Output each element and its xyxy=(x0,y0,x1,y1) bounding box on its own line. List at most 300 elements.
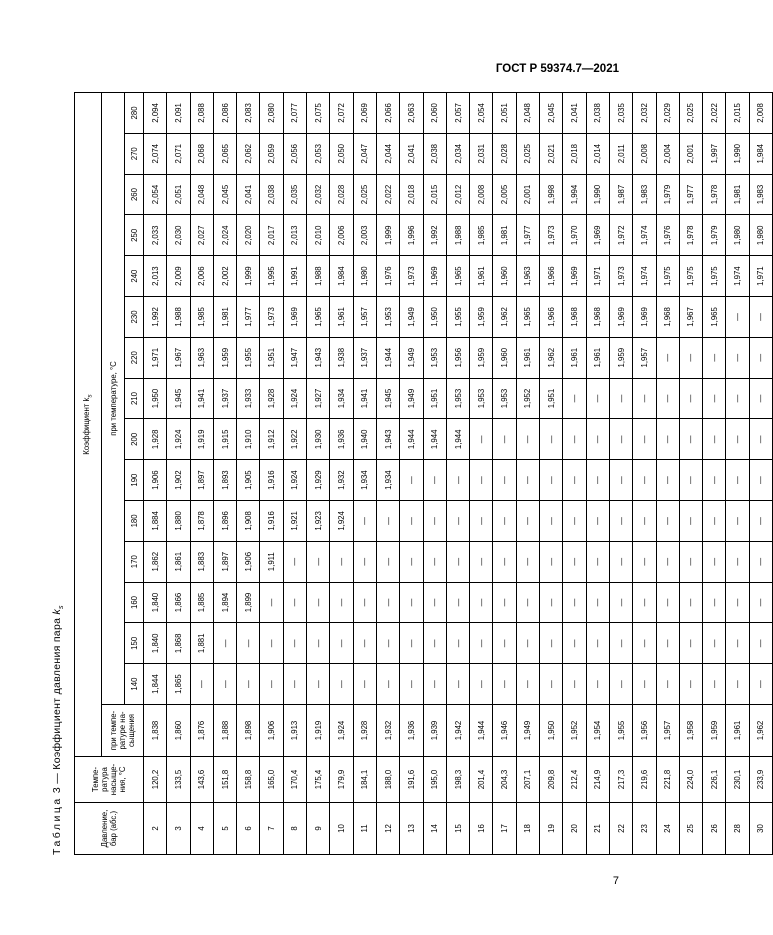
coef-cell: 2,001 xyxy=(679,133,702,174)
temp-header-cell: 200 xyxy=(125,419,144,460)
coef-cell: 2,045 xyxy=(213,174,236,215)
coef-cell: — xyxy=(609,541,632,582)
coef-cell: 1,930 xyxy=(307,419,330,460)
saturation-temp-cell: 184,1 xyxy=(353,757,376,803)
coef-cell: 2,033 xyxy=(144,215,167,256)
coef-cell: 2,006 xyxy=(330,215,353,256)
coef-cell: 1,961 xyxy=(330,297,353,338)
coef-cell: — xyxy=(446,460,469,501)
coef-cell: 2,034 xyxy=(446,133,469,174)
coef-cell: — xyxy=(586,460,609,501)
coef-cell: — xyxy=(586,419,609,460)
coef-cell: 1,934 xyxy=(330,378,353,419)
coef-cell: — xyxy=(726,419,749,460)
coef-cell: 1,996 xyxy=(400,215,423,256)
coef-cell: 1,972 xyxy=(609,215,632,256)
coef-cell: — xyxy=(470,501,493,542)
table-row xyxy=(726,93,749,855)
coef-cell: 1,983 xyxy=(749,174,772,215)
coef-cell: 2,035 xyxy=(609,93,632,134)
coef-cell: 1,919 xyxy=(190,419,213,460)
coef-cell: — xyxy=(656,460,679,501)
coef-cell: 1,965 xyxy=(307,297,330,338)
coef-cell: 1,978 xyxy=(679,215,702,256)
saturation-coef-cell: 1,924 xyxy=(330,705,353,757)
table-row xyxy=(516,93,539,855)
pressure-cell: 3 xyxy=(167,803,190,855)
coef-cell: 1,969 xyxy=(563,256,586,297)
coef-cell: 1,924 xyxy=(283,460,306,501)
table-row xyxy=(656,93,679,855)
saturation-coef-cell: 1,860 xyxy=(167,705,190,757)
coef-cell: 1,961 xyxy=(563,337,586,378)
coef-cell: — xyxy=(493,664,516,705)
coef-cell: 2,020 xyxy=(237,215,260,256)
coef-cell: 1,927 xyxy=(307,378,330,419)
caption-symbol: $k_s$ xyxy=(51,605,66,615)
coef-cell: 1,973 xyxy=(609,256,632,297)
coef-cell: — xyxy=(679,337,702,378)
coef-cell: 1,962 xyxy=(540,337,563,378)
coef-cell: 2,028 xyxy=(493,133,516,174)
table-row xyxy=(703,93,726,855)
coef-cell: 1,950 xyxy=(423,297,446,338)
coef-cell: 1,934 xyxy=(353,460,376,501)
coef-cell: — xyxy=(679,460,702,501)
coef-cell: 1,961 xyxy=(516,337,539,378)
coef-cell: — xyxy=(470,419,493,460)
coef-cell: — xyxy=(260,582,283,623)
coef-cell: — xyxy=(423,664,446,705)
coef-cell: 1,883 xyxy=(190,541,213,582)
coef-cell: 2,006 xyxy=(190,256,213,297)
coef-cell: 1,951 xyxy=(423,378,446,419)
coef-cell: — xyxy=(353,623,376,664)
coef-cell: — xyxy=(353,664,376,705)
coef-cell: 1,844 xyxy=(144,664,167,705)
coef-cell: 2,014 xyxy=(586,133,609,174)
coef-cell: 1,862 xyxy=(144,541,167,582)
coef-cell: 1,980 xyxy=(749,215,772,256)
coef-cell: — xyxy=(726,297,749,338)
coef-cell: 1,915 xyxy=(213,419,236,460)
coef-cell: 1,957 xyxy=(633,337,656,378)
saturation-coef-cell: 1,961 xyxy=(726,705,749,757)
table-row xyxy=(609,93,632,855)
coef-cell: 1,992 xyxy=(144,297,167,338)
coef-cell: — xyxy=(376,541,399,582)
coef-cell: — xyxy=(307,664,330,705)
coef-cell: 2,024 xyxy=(213,215,236,256)
temp-header-cell: 170 xyxy=(125,541,144,582)
coef-cell: 1,963 xyxy=(190,337,213,378)
coef-cell: 1,922 xyxy=(283,419,306,460)
header-at-temperature: при температуре, °C xyxy=(102,93,125,705)
pressure-cell: 16 xyxy=(470,803,493,855)
coef-cell: — xyxy=(609,501,632,542)
saturation-coef-cell: 1,906 xyxy=(260,705,283,757)
coef-cell: — xyxy=(540,664,563,705)
header-pressure: Давление, бар (абс.) xyxy=(75,803,144,855)
pressure-cell: 2 xyxy=(144,803,167,855)
saturation-coef-cell: 1,959 xyxy=(703,705,726,757)
coef-cell: 1,902 xyxy=(167,460,190,501)
coef-cell: — xyxy=(679,378,702,419)
table-row xyxy=(144,93,167,855)
coef-cell: 1,893 xyxy=(213,460,236,501)
coef-cell: — xyxy=(633,582,656,623)
coef-cell: 2,050 xyxy=(330,133,353,174)
coef-cell: 1,944 xyxy=(446,419,469,460)
coef-cell: 1,992 xyxy=(423,215,446,256)
coef-cell: 1,991 xyxy=(283,256,306,297)
coef-cell: 1,924 xyxy=(283,378,306,419)
vapor-pressure-coefficient-table xyxy=(74,92,773,855)
coef-cell: 2,060 xyxy=(423,93,446,134)
coef-cell: — xyxy=(493,623,516,664)
coef-cell: — xyxy=(726,378,749,419)
coef-cell: 2,074 xyxy=(144,133,167,174)
coef-cell: — xyxy=(307,541,330,582)
coef-cell: 2,009 xyxy=(167,256,190,297)
coef-cell: 1,945 xyxy=(376,378,399,419)
saturation-temp-cell: 133,5 xyxy=(167,757,190,803)
coef-cell: — xyxy=(586,664,609,705)
coef-cell: 1,968 xyxy=(563,297,586,338)
table-row xyxy=(283,93,306,855)
coef-cell: — xyxy=(470,623,493,664)
coef-cell: — xyxy=(726,337,749,378)
coef-cell: — xyxy=(423,582,446,623)
coef-cell: 1,969 xyxy=(609,297,632,338)
coef-cell: 2,018 xyxy=(563,133,586,174)
coef-cell: 2,011 xyxy=(609,133,632,174)
coef-cell: — xyxy=(283,541,306,582)
coef-cell: 2,022 xyxy=(703,93,726,134)
pressure-cell: 21 xyxy=(586,803,609,855)
table-row xyxy=(167,93,190,855)
coef-cell: 1,973 xyxy=(400,256,423,297)
coef-cell: — xyxy=(656,582,679,623)
coef-cell: 1,953 xyxy=(423,337,446,378)
coef-cell: 2,038 xyxy=(586,93,609,134)
coef-cell: 1,897 xyxy=(213,541,236,582)
saturation-temp-cell: 158,8 xyxy=(237,757,260,803)
saturation-temp-cell: 233,9 xyxy=(749,757,772,803)
coef-cell: 2,045 xyxy=(540,93,563,134)
coef-cell: 1,984 xyxy=(330,256,353,297)
coef-cell: — xyxy=(563,419,586,460)
table-row xyxy=(260,93,283,855)
pressure-cell: 30 xyxy=(749,803,772,855)
saturation-coef-cell: 1,838 xyxy=(144,705,167,757)
coef-cell: — xyxy=(726,623,749,664)
coef-cell: 1,962 xyxy=(493,297,516,338)
coef-cell: 1,910 xyxy=(237,419,260,460)
coef-cell: 2,056 xyxy=(283,133,306,174)
coef-cell: 2,022 xyxy=(376,174,399,215)
coef-cell: 1,924 xyxy=(330,501,353,542)
coef-cell: — xyxy=(330,582,353,623)
coef-cell: — xyxy=(283,623,306,664)
coef-cell: 2,072 xyxy=(330,93,353,134)
coef-cell: — xyxy=(563,378,586,419)
coef-cell: 1,981 xyxy=(493,215,516,256)
coef-cell: — xyxy=(423,501,446,542)
coef-cell: 2,044 xyxy=(376,133,399,174)
coef-cell: 1,966 xyxy=(540,256,563,297)
coef-cell: — xyxy=(633,623,656,664)
coef-cell: 1,840 xyxy=(144,582,167,623)
coef-cell: 1,959 xyxy=(470,297,493,338)
coef-cell: — xyxy=(470,664,493,705)
coef-cell: 2,025 xyxy=(516,133,539,174)
coef-cell: — xyxy=(446,582,469,623)
coef-cell: — xyxy=(283,664,306,705)
pressure-cell: 7 xyxy=(260,803,283,855)
coef-cell: 1,937 xyxy=(353,337,376,378)
coef-cell: 1,968 xyxy=(586,297,609,338)
coef-cell: — xyxy=(656,501,679,542)
coef-cell: 2,088 xyxy=(190,93,213,134)
coef-cell: 1,951 xyxy=(260,337,283,378)
coef-cell: 1,969 xyxy=(633,297,656,338)
table-row xyxy=(470,93,493,855)
coef-cell: 1,937 xyxy=(213,378,236,419)
coef-cell: — xyxy=(330,541,353,582)
coef-cell: — xyxy=(400,582,423,623)
table-row xyxy=(307,93,330,855)
coef-cell: 2,027 xyxy=(190,215,213,256)
table-row xyxy=(213,93,236,855)
coef-cell: 1,840 xyxy=(144,623,167,664)
coef-cell: — xyxy=(516,501,539,542)
coef-cell: — xyxy=(446,541,469,582)
saturation-temp-cell: 198,3 xyxy=(446,757,469,803)
coef-cell: 1,908 xyxy=(237,501,260,542)
coef-cell: — xyxy=(563,623,586,664)
saturation-temp-cell: 165,0 xyxy=(260,757,283,803)
coef-cell: — xyxy=(563,501,586,542)
table-row xyxy=(330,93,353,855)
coef-cell: — xyxy=(493,582,516,623)
coef-cell: — xyxy=(609,623,632,664)
coef-cell: 1,959 xyxy=(470,337,493,378)
coef-cell: — xyxy=(563,541,586,582)
coef-cell: — xyxy=(563,460,586,501)
coef-cell: — xyxy=(540,541,563,582)
coef-cell: — xyxy=(656,337,679,378)
coef-cell: 1,905 xyxy=(237,460,260,501)
coef-cell: 2,010 xyxy=(307,215,330,256)
saturation-temp-cell: 219,6 xyxy=(633,757,656,803)
table-row xyxy=(679,93,702,855)
coef-cell: — xyxy=(493,460,516,501)
coef-cell: 1,941 xyxy=(353,378,376,419)
coef-cell: 1,861 xyxy=(167,541,190,582)
coef-cell: — xyxy=(586,623,609,664)
saturation-coef-cell: 1,936 xyxy=(400,705,423,757)
header-coefficient-group: Коэффициент $k_s$ xyxy=(75,93,102,757)
coef-cell: 1,973 xyxy=(540,215,563,256)
table-caption: Таблица 3 — Коэффициент давления пара $k_s$ xyxy=(51,605,66,855)
coef-cell: — xyxy=(400,501,423,542)
saturation-coef-cell: 1,876 xyxy=(190,705,213,757)
pressure-cell: 26 xyxy=(703,803,726,855)
coef-cell: — xyxy=(540,460,563,501)
coef-cell: 1,969 xyxy=(283,297,306,338)
coef-cell: 1,880 xyxy=(167,501,190,542)
coef-cell: 2,001 xyxy=(516,174,539,215)
coef-cell: 2,083 xyxy=(237,93,260,134)
coef-cell: 1,981 xyxy=(213,297,236,338)
coef-cell: 1,949 xyxy=(400,337,423,378)
coef-cell: 1,959 xyxy=(609,337,632,378)
coef-cell: 2,008 xyxy=(470,174,493,215)
coef-cell: 1,916 xyxy=(260,460,283,501)
coef-cell: 1,963 xyxy=(516,256,539,297)
coef-cell: — xyxy=(656,623,679,664)
pressure-cell: 9 xyxy=(307,803,330,855)
coef-cell: — xyxy=(679,664,702,705)
coef-cell: 1,965 xyxy=(446,256,469,297)
coef-cell: 1,997 xyxy=(703,133,726,174)
coef-cell: — xyxy=(400,541,423,582)
coef-cell: — xyxy=(749,378,772,419)
coef-cell: 1,971 xyxy=(586,256,609,297)
coef-cell: 2,038 xyxy=(423,133,446,174)
coef-cell: 2,053 xyxy=(307,133,330,174)
pressure-cell: 5 xyxy=(213,803,236,855)
coef-cell: 1,978 xyxy=(703,174,726,215)
coef-cell: 1,924 xyxy=(167,419,190,460)
pressure-cell: 22 xyxy=(609,803,632,855)
pressure-cell: 12 xyxy=(376,803,399,855)
pressure-cell: 18 xyxy=(516,803,539,855)
table-row xyxy=(633,93,656,855)
coef-cell: 2,012 xyxy=(446,174,469,215)
coef-cell: 1,944 xyxy=(423,419,446,460)
saturation-temp-cell: 204,3 xyxy=(493,757,516,803)
coef-cell: 1,952 xyxy=(516,378,539,419)
coef-cell: 1,943 xyxy=(307,337,330,378)
saturation-coef-cell: 1,950 xyxy=(540,705,563,757)
coef-cell: 2,032 xyxy=(633,93,656,134)
table-row xyxy=(446,93,469,855)
saturation-temp-cell: 212,4 xyxy=(563,757,586,803)
coef-cell: 2,041 xyxy=(563,93,586,134)
pressure-cell: 4 xyxy=(190,803,213,855)
coef-cell: — xyxy=(633,664,656,705)
coef-cell: 2,017 xyxy=(260,215,283,256)
coef-cell: 2,029 xyxy=(656,93,679,134)
saturation-coef-cell: 1,946 xyxy=(493,705,516,757)
temp-header-cell: 150 xyxy=(125,623,144,664)
coef-cell: — xyxy=(423,460,446,501)
coef-cell: 2,077 xyxy=(283,93,306,134)
coef-cell: 1,885 xyxy=(190,582,213,623)
caption-number: 3 xyxy=(51,786,63,794)
saturation-coef-cell: 1,962 xyxy=(749,705,772,757)
coef-cell: — xyxy=(609,664,632,705)
coef-cell: 1,934 xyxy=(376,460,399,501)
coef-cell: 1,977 xyxy=(516,215,539,256)
coef-cell: 2,086 xyxy=(213,93,236,134)
coef-cell: — xyxy=(470,582,493,623)
coef-cell: 2,002 xyxy=(213,256,236,297)
coef-cell: 2,038 xyxy=(260,174,283,215)
saturation-temp-cell: 226,1 xyxy=(703,757,726,803)
coef-cell: — xyxy=(749,460,772,501)
coef-cell: 1,974 xyxy=(633,256,656,297)
coef-cell: — xyxy=(656,541,679,582)
coef-cell: 1,976 xyxy=(376,256,399,297)
coef-cell: — xyxy=(679,623,702,664)
pressure-cell: 23 xyxy=(633,803,656,855)
coef-cell: 1,953 xyxy=(376,297,399,338)
coef-cell: 1,961 xyxy=(586,337,609,378)
coef-cell: 1,899 xyxy=(237,582,260,623)
coef-cell: — xyxy=(516,582,539,623)
coef-cell: — xyxy=(749,623,772,664)
table-body xyxy=(144,93,773,855)
coef-cell: 1,906 xyxy=(144,460,167,501)
coef-cell: — xyxy=(609,582,632,623)
coef-cell: 2,051 xyxy=(167,174,190,215)
coef-cell: 2,071 xyxy=(167,133,190,174)
coef-cell: 1,944 xyxy=(400,419,423,460)
temp-header-cell: 260 xyxy=(125,174,144,215)
coef-cell: 1,985 xyxy=(470,215,493,256)
coef-cell: — xyxy=(586,501,609,542)
coef-cell: — xyxy=(749,337,772,378)
coef-cell: 1,983 xyxy=(633,174,656,215)
temp-header-cell: 280 xyxy=(125,93,144,134)
coef-cell: — xyxy=(679,419,702,460)
coef-cell: 1,960 xyxy=(493,256,516,297)
coef-cell: 1,967 xyxy=(167,337,190,378)
coef-cell: 1,974 xyxy=(726,256,749,297)
pressure-cell: 20 xyxy=(563,803,586,855)
coef-cell: 2,041 xyxy=(237,174,260,215)
coef-cell: 1,911 xyxy=(260,541,283,582)
coef-cell: — xyxy=(446,501,469,542)
coef-cell: — xyxy=(726,582,749,623)
caption-title: Коэффициент давления пара xyxy=(51,617,63,770)
coef-cell: 2,013 xyxy=(144,256,167,297)
saturation-coef-cell: 1,944 xyxy=(470,705,493,757)
coef-cell: — xyxy=(563,664,586,705)
coef-cell: — xyxy=(633,419,656,460)
temp-header-cell: 210 xyxy=(125,378,144,419)
coef-cell: 1,916 xyxy=(260,501,283,542)
coef-cell: 1,938 xyxy=(330,337,353,378)
coef-cell: — xyxy=(726,460,749,501)
coef-cell: 2,091 xyxy=(167,93,190,134)
coef-cell: 1,998 xyxy=(540,174,563,215)
coef-cell: 1,988 xyxy=(307,256,330,297)
saturation-temp-cell: 207,1 xyxy=(516,757,539,803)
table-row xyxy=(376,93,399,855)
coef-cell: 1,894 xyxy=(213,582,236,623)
saturation-temp-cell: 175,4 xyxy=(307,757,330,803)
coef-cell: 1,987 xyxy=(609,174,632,215)
coef-cell: 1,936 xyxy=(330,419,353,460)
saturation-coef-cell: 1,928 xyxy=(353,705,376,757)
coef-cell: 1,980 xyxy=(726,215,749,256)
temp-header-cell: 160 xyxy=(125,582,144,623)
coef-cell: — xyxy=(330,623,353,664)
